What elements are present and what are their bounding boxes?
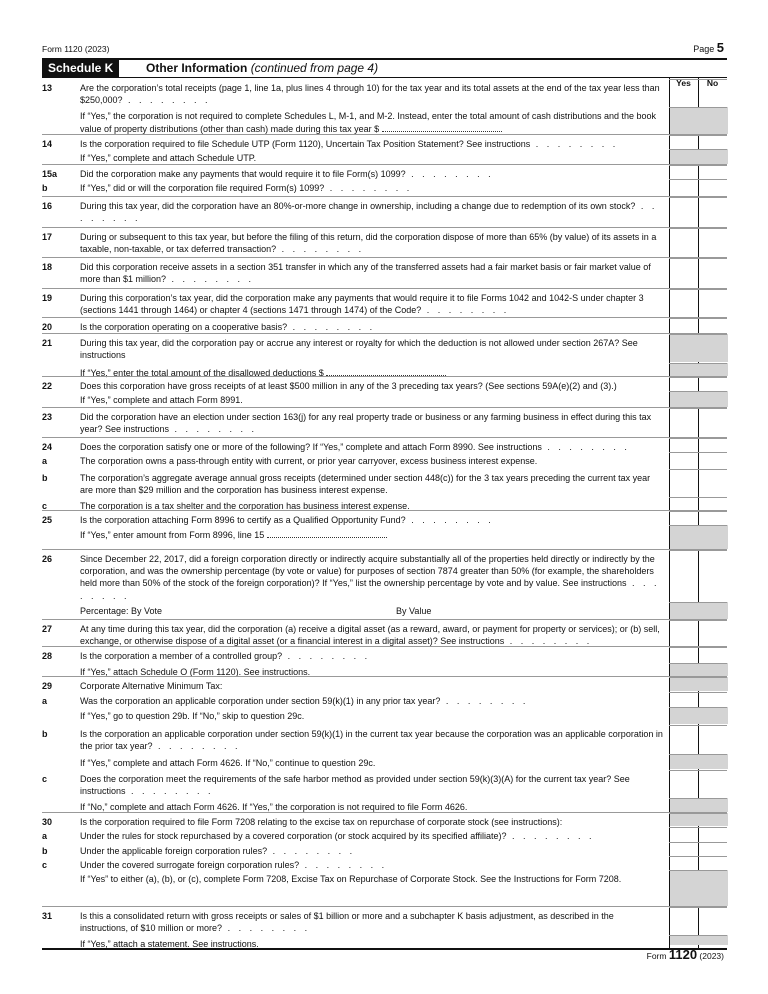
leader-dots: . . . . . . . . <box>80 201 658 224</box>
question-text: Did the corporation make any payments that would require it to file Form(s) 1099? . . . . . . . . <box>80 169 494 179</box>
answer-cell-rule <box>669 197 727 198</box>
question-text: Is this a consolidated return with gross receipts or sales of $1 billion or more and a subchapter K basis adjustment, as described in the instructions, of $10 million or more? . . . . . . . . <box>80 911 614 934</box>
line-number: 29 <box>42 681 53 691</box>
row-divider <box>42 134 727 135</box>
question-text: If “Yes,” enter the total amount of the disallowed deductions $ <box>80 366 664 379</box>
line-number: b <box>42 846 48 856</box>
shaded-answer-cell <box>670 754 728 769</box>
answer-cell-rule <box>669 377 727 378</box>
row-divider <box>42 906 727 907</box>
question-text: If “Yes,” go to question 29b. If “No,” skip to question 29c. <box>80 711 305 721</box>
leader-dots: . . . . . . . . <box>421 305 510 316</box>
question-text: If “Yes,” the corporation is not required to complete Schedules L, M-1, and M-2. Instead, enter the total amount of cash distributions and the book value of property distributions (other than cash) made during this tax year $ <box>80 111 656 135</box>
question-text: Was the corporation an applicable corporation under section 59(k)(1) in any prior tax year? . . . . . . . . <box>80 696 529 706</box>
answer-cell-rule <box>669 677 727 678</box>
question-text: Did this corporation receive assets in a section 351 transfer in which any of the transferred assets had a fair market basis or fair market value of more than $1 million? . . . . . . . . <box>80 262 651 285</box>
leader-dots: . . . . . . . . <box>299 860 388 870</box>
line-number: 16 <box>42 201 53 211</box>
leader-dots: . . . . . . . . <box>405 515 494 525</box>
answer-cell-rule <box>669 770 727 771</box>
leader-dots: . . . . . . . . <box>440 696 529 706</box>
question-text: Under the applicable foreign corporation rules? . . . . . . . . <box>80 846 356 856</box>
shaded-answer-cell <box>670 677 728 691</box>
row-divider <box>42 317 727 318</box>
question-text: Under the covered surrogate foreign corporation rules? . . . . . . . . <box>80 860 388 870</box>
shaded-answer-cell <box>670 798 728 812</box>
leader-dots: . . . . . . . . <box>506 831 595 841</box>
schedule-header <box>42 58 727 78</box>
answer-cell-rule <box>669 79 727 80</box>
line-number: a <box>42 696 48 706</box>
by-value-label: By Value <box>396 606 432 616</box>
question-text: Does this corporation have gross receipts of at least $500 million in any of the 3 preceding tax years? (See sections 59A(e)(2) and (3).) <box>80 381 617 391</box>
leader-dots: . . . . . . . . <box>152 741 241 752</box>
row-divider <box>42 257 727 258</box>
question-text: If “Yes,” attach a statement. See instructions. <box>80 939 259 949</box>
shaded-answer-cell <box>670 391 728 407</box>
line-number: 22 <box>42 381 53 391</box>
question-text: Percentage: By Vote By Value <box>80 606 432 616</box>
page-number: Page 5 <box>693 40 724 55</box>
shaded-answer-cell <box>670 707 728 724</box>
answer-cell-rule <box>669 856 727 857</box>
question-text: If “Yes,” complete and attach Form 8991. <box>80 395 243 405</box>
line-number: 24 <box>42 442 53 452</box>
question-text: If “Yes,” complete and attach Form 4626. If “No,” continue to question 29c. <box>80 758 376 768</box>
line-number: 23 <box>42 412 53 422</box>
leader-dots: . . . . . . . . <box>169 424 258 435</box>
leader-dots: . . . . . . . . <box>541 442 630 452</box>
line-number: 14 <box>42 139 53 149</box>
answer-cell-rule <box>669 258 727 259</box>
line-number: 31 <box>42 911 53 921</box>
line-number: 13 <box>42 83 53 93</box>
answer-cell-rule <box>669 107 727 108</box>
line-number: 26 <box>42 554 53 564</box>
question-text: Corporate Alternative Minimum Tax: <box>80 681 223 691</box>
shaded-answer-cell <box>670 363 728 376</box>
question-text: Did the corporation have an election under section 163(j) for any real property trade or business or any farming business in effect during this tax year? See instructions . . . . . . . . <box>80 412 652 435</box>
question-text: Under the rules for stock repurchased by a covered corporation (or stock acquired by its specified affiliate)? . . . . . . . . <box>80 831 595 841</box>
leader-dots: . . . . . . . . <box>222 923 311 934</box>
answer-cell-rule <box>669 289 727 290</box>
footer-form-id: Form 1120 (2023) <box>646 947 724 962</box>
row-divider <box>42 407 727 408</box>
leader-dots: . . . . . . . . <box>287 322 376 332</box>
no-column-header: No <box>706 78 719 88</box>
answer-cell-rule <box>669 550 727 551</box>
question-text: If “Yes,” complete and attach Schedule UTP. <box>80 153 257 163</box>
question-text: If “Yes,” enter amount from Form 8996, line 15 <box>80 528 664 541</box>
answer-cell-rule <box>669 438 727 439</box>
line-number: c <box>42 501 48 511</box>
line-number: 30 <box>42 817 53 827</box>
leader-dots: . . . . . . . . <box>405 169 494 179</box>
line-number: c <box>42 860 48 870</box>
answer-cell-rule <box>669 935 727 936</box>
line-number: 19 <box>42 293 53 303</box>
answer-cell-rule <box>669 525 727 526</box>
leader-dots: . . . . . . . . <box>166 274 255 285</box>
leader-dots: . . . . . . . . <box>267 846 356 856</box>
row-divider <box>42 549 727 550</box>
yes-column-header: Yes <box>676 78 691 88</box>
question-text: If “Yes” to either (a), (b), or (c), complete Form 7208, Excise Tax on Repurchase of Corporate Stock. See the Instructions for Form 7208. <box>80 874 622 884</box>
answer-cell-rule <box>669 620 727 621</box>
line-number: b <box>42 183 48 193</box>
question-text: During or subsequent to this tax year, but before the filing of this return, did the corporation dispose of more than 65% (by value) of its assets in a taxable, non-taxable, or tax deferred transaction? . . . . . . . . <box>80 232 657 255</box>
row-divider <box>42 288 727 289</box>
answer-cell-rule <box>669 842 727 843</box>
line-number: c <box>42 774 48 784</box>
leader-dots: . . . . . . . . <box>122 95 211 106</box>
shaded-answer-cell <box>670 935 728 945</box>
answer-cell-rule <box>669 511 727 512</box>
answer-cell-rule <box>669 725 727 726</box>
line-number: 25 <box>42 515 53 525</box>
amount-field[interactable] <box>382 122 502 132</box>
answer-cell-rule <box>669 452 727 453</box>
shaded-answer-cell <box>670 525 728 549</box>
question-text: During this tax year, did the corporation have an 80%-or-more change in ownership, including a change due to redemption of its own stock? . . . . . . . . <box>80 201 658 224</box>
question-text: Is the corporation attaching Form 8996 to certify as a Qualified Opportunity Fund? . . . . . . . . <box>80 515 494 525</box>
row-divider <box>42 437 727 438</box>
answer-cell-rule <box>669 754 727 755</box>
line-number: 15a <box>42 169 58 179</box>
shaded-answer-cell <box>670 813 728 826</box>
answer-cell-rule <box>669 602 727 603</box>
row-divider <box>42 333 727 334</box>
answer-cell-rule <box>669 318 727 319</box>
answer-cell-rule <box>669 497 727 498</box>
row-divider <box>42 510 727 511</box>
line-number: 20 <box>42 322 53 332</box>
leader-dots: . . . . . . . . <box>125 786 214 797</box>
leader-dots: . . . . . . . . <box>530 139 619 149</box>
line-number: a <box>42 831 48 841</box>
answer-cell-rule <box>669 692 727 693</box>
answer-cell-rule <box>669 827 727 828</box>
shaded-answer-cell <box>670 870 728 906</box>
question-text: The corporation owns a pass-through entity with current, or prior year carryover, excess business interest expense. <box>80 456 538 466</box>
row-divider <box>42 646 727 647</box>
row-divider <box>42 812 727 813</box>
question-text: The corporation is a tax shelter and the corporation has business interest expense. <box>80 501 410 511</box>
question-text: Does the corporation satisfy one or more of the following? If “Yes,” complete and attach Form 8990. See instructions . . . . . . . . <box>80 442 630 452</box>
answer-cell-rule <box>669 334 727 335</box>
answer-cell-rule <box>669 408 727 409</box>
question-text: Is the corporation required to file Schedule UTP (Form 1120), Uncertain Tax Position Statement? See instructions . . . . . . . . <box>80 139 619 149</box>
question-text: If “Yes,” did or will the corporation file required Form(s) 1099? . . . . . . . . <box>80 183 413 193</box>
question-text: If “No,” complete and attach Form 4626. If “Yes,” the corporation is not required to file Form 4626. <box>80 802 468 812</box>
answer-cell-rule <box>669 663 727 664</box>
question-text: Does the corporation meet the requirements of the safe harbor method as provided under section 59(k)(3)(A) for the current tax year? See instructions . . . . . . . . <box>80 774 630 797</box>
line-number: b <box>42 473 48 483</box>
answer-cell-rule <box>669 707 727 708</box>
leader-dots: . . . . . . . . <box>282 651 371 661</box>
answer-cell-rule <box>669 870 727 871</box>
question-text: If “Yes,” attach Schedule O (Form 1120). See instructions. <box>80 667 311 677</box>
question-text: Is the corporation operating on a cooperative basis? . . . . . . . . <box>80 322 376 332</box>
leader-dots: . . . . . . . . <box>324 183 413 193</box>
question-text: Is the corporation a member of a controlled group? . . . . . . . . <box>80 651 371 661</box>
leader-dots: . . . . . . . . <box>276 244 365 255</box>
bottom-rule <box>42 948 727 950</box>
line-number: 18 <box>42 262 53 272</box>
answer-cell-rule <box>669 165 727 166</box>
answer-cell-rule <box>669 469 727 470</box>
answer-cell-rule <box>669 391 727 392</box>
shaded-answer-cell <box>670 663 728 676</box>
question-text: During this corporation’s tax year, did the corporation make any payments that would require it to file Forms 1042 and 1042-S under chapter 3 (sections 1441 through 1464) or chapter 4 (sections 1471 through 1474) of the Code? . . . . . . . . <box>80 293 644 316</box>
answer-cell-rule <box>669 813 727 814</box>
answer-cell-rule <box>669 798 727 799</box>
line-number: 21 <box>42 338 53 348</box>
answer-cell-rule <box>669 149 727 150</box>
answer-cell-rule <box>669 647 727 648</box>
answer-cell-rule <box>669 228 727 229</box>
amount-field[interactable] <box>326 366 446 376</box>
question-text: At any time during this tax year, did the corporation (a) receive a digital asset (as a reward, award, or payment for property or services); or (b) sell, exchange, or otherwise dispose of a digital asset (or a financial interest in a digital asset)? See instructions . . . . . . . . <box>80 624 660 647</box>
line-number: b <box>42 729 48 739</box>
shaded-answer-cell <box>670 334 728 362</box>
shaded-answer-cell <box>670 107 728 134</box>
leader-dots: . . . . . . . . <box>504 636 593 647</box>
question-text: Is the corporation an applicable corporation under section 59(k)(1) in the current tax year because the corporation was an applicable corporation in the prior tax year? . . . . . . . . <box>80 729 663 752</box>
answer-cell-rule <box>669 363 727 364</box>
question-text: The corporation’s aggregate average annual gross receipts (determined under section 448(c)) for the 3 tax years preceding the current tax year are more than $29 million and the corporation has business interest expense. <box>80 473 651 496</box>
line-number: a <box>42 456 48 466</box>
answer-cell-rule <box>669 907 727 908</box>
schedule-badge: Schedule K <box>42 60 119 77</box>
row-divider <box>42 227 727 228</box>
row-divider <box>42 376 727 377</box>
row-divider <box>42 196 727 197</box>
line-number: 28 <box>42 651 53 661</box>
shaded-answer-cell <box>670 149 728 164</box>
question-text: Since December 22, 2017, did a foreign corporation directly or indirectly acquire substantially all of the properties held directly or indirectly by the corporation, and was the ownership percentage (by vote or value) for purposes of section 7874 greater than 50% (for example, the shareholders held more than 50% of the stock of the foreign corporation)? If “Yes,” list the ownership percentage by vote and by value. See instructions . . . . . . . . <box>80 554 660 601</box>
line-number: 27 <box>42 624 53 634</box>
leader-dots: . . . . . . . . <box>80 578 660 601</box>
schedule-title: Other Information (continued from page 4) <box>146 61 379 75</box>
question-text: Are the corporation’s total receipts (page 1, line 1a, plus lines 4 through 10) for the tax year and its total assets at the end of the tax year less than $250,000? . . . . . . . . <box>80 83 660 106</box>
form-label: Form 1120 (2023) <box>42 44 110 54</box>
answer-cell-rule <box>669 135 727 136</box>
shaded-answer-cell <box>670 602 728 619</box>
line-number: 17 <box>42 232 53 242</box>
amount-field[interactable] <box>267 528 387 538</box>
question-text: Is the corporation required to file Form 7208 relating to the excise tax on repurchase of corporate stock (see instructions): <box>80 817 563 827</box>
row-divider <box>42 619 727 620</box>
answer-cell-rule <box>669 179 727 180</box>
question-text: During this tax year, did the corporation pay or accrue any interest or royalty for which the deduction is not allowed under section 267A? See instructions <box>80 338 638 361</box>
row-divider <box>42 676 727 677</box>
row-divider <box>42 164 727 165</box>
